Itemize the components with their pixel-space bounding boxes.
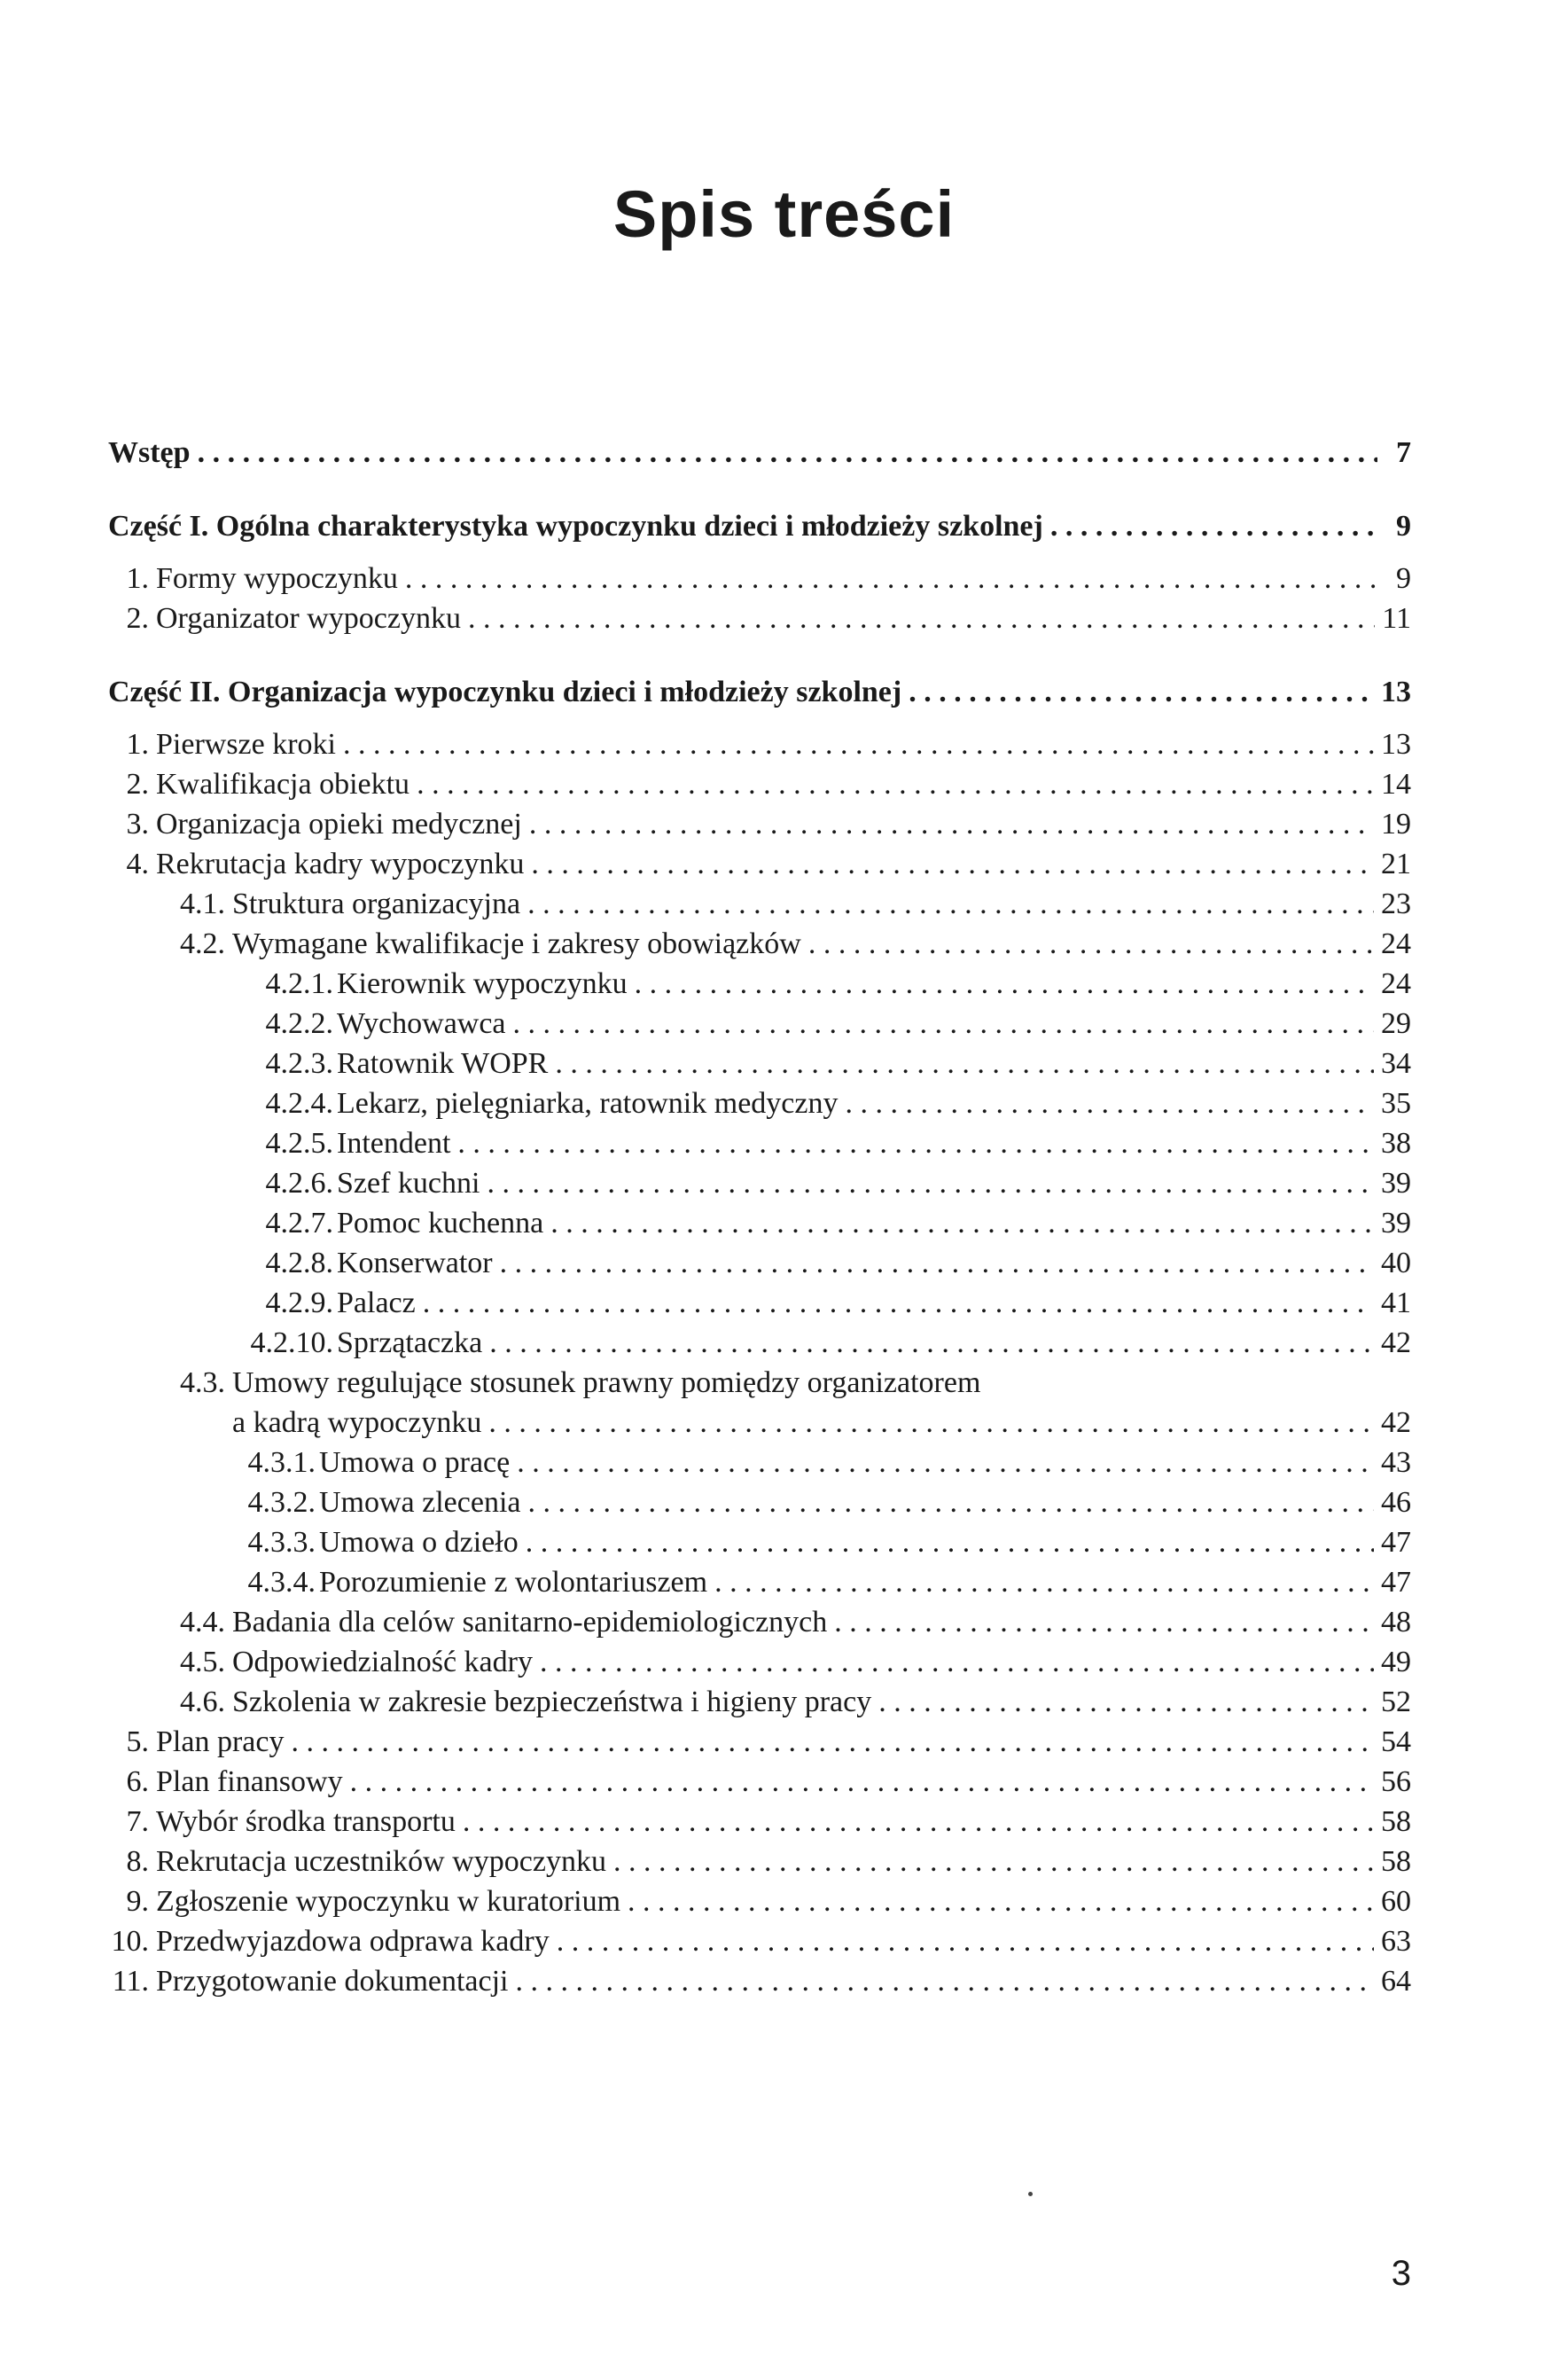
toc-entry-title: Umowa o dzieło xyxy=(319,1526,519,1559)
toc-entry-title: Ratownik WOPR xyxy=(337,1047,549,1080)
toc-entry-title: Sprzątaczka xyxy=(337,1326,483,1359)
dot-leader xyxy=(487,1163,1374,1203)
toc-entry-number: 4.1. xyxy=(180,888,225,920)
toc-page-number: 9 xyxy=(1396,510,1411,543)
toc-entry-number: 1. xyxy=(126,728,149,761)
toc-page-number: 52 xyxy=(1381,1686,1411,1718)
toc-page-number: 43 xyxy=(1381,1446,1411,1479)
toc-entry-title: Wybór środka transportu xyxy=(156,1805,456,1838)
toc-page-number: 35 xyxy=(1381,1087,1411,1120)
toc-entry-title: Struktura organizacyjna xyxy=(232,888,521,920)
toc-entry-number: 4.2. xyxy=(180,927,225,960)
toc-page-number: 38 xyxy=(1381,1127,1411,1160)
toc-entry-title: Rekrutacja kadry wypoczynku xyxy=(156,848,525,880)
toc-entry[interactable] xyxy=(108,559,1411,598)
toc-entry-title: Badania dla celów sanitarno-epidemiologicznych xyxy=(232,1606,828,1639)
toc-page-number: 23 xyxy=(1381,888,1411,920)
toc-entry-number: 5. xyxy=(126,1725,149,1758)
toc-entry-number: 4.2.4. xyxy=(265,1087,333,1120)
toc-entry-number: 10. xyxy=(111,1925,149,1958)
toc-entry-number: 8. xyxy=(126,1845,149,1878)
toc-entry-title: Szef kuchni xyxy=(337,1167,480,1200)
dot-leader xyxy=(613,1842,1374,1881)
toc-entry-title: Konserwator xyxy=(337,1247,493,1279)
toc-entry[interactable] xyxy=(108,1123,1411,1163)
toc-page-number: 21 xyxy=(1381,848,1411,880)
dot-leader xyxy=(714,1562,1374,1602)
toc-entry[interactable] xyxy=(108,1921,1411,1961)
toc-entry[interactable] xyxy=(108,884,1411,924)
toc-entry-title: Wychowawca xyxy=(337,1007,506,1040)
toc-entry-title: Umowa zlecenia xyxy=(319,1486,521,1519)
table-of-contents xyxy=(108,433,1411,2001)
toc-entry-title: Wstęp xyxy=(108,436,191,469)
toc-entry[interactable] xyxy=(108,1243,1411,1283)
dot-leader xyxy=(468,598,1375,638)
toc-entry-number: 4.5. xyxy=(180,1646,225,1678)
toc-entry-number: 2. xyxy=(126,768,149,801)
toc-entry-number: 7. xyxy=(126,1805,149,1838)
toc-entry[interactable] xyxy=(108,1283,1411,1323)
toc-page-number: 11 xyxy=(1382,602,1411,635)
toc-entry-number: 4.2.5. xyxy=(265,1127,333,1160)
dot-leader xyxy=(528,1482,1375,1522)
toc-entry-title: Plan pracy xyxy=(156,1725,285,1758)
toc-entry-part-1[interactable] xyxy=(108,506,1411,546)
dot-leader xyxy=(845,1083,1374,1123)
dot-leader xyxy=(198,433,1377,473)
toc-entry[interactable] xyxy=(108,598,1411,638)
dot-leader xyxy=(635,964,1374,1004)
toc-page-number: 39 xyxy=(1381,1167,1411,1200)
toc-entry-number: 4.2.7. xyxy=(265,1207,333,1240)
dot-leader xyxy=(405,559,1377,598)
toc-entry-title: Porozumienie z wolontariuszem xyxy=(319,1566,708,1599)
toc-entry[interactable] xyxy=(108,1881,1411,1921)
toc-page-number: 64 xyxy=(1381,1965,1411,1998)
toc-entry-title: Kwalifikacja obiektu xyxy=(156,768,410,801)
toc-entry-number: 4.3.1. xyxy=(247,1446,316,1479)
dot-leader xyxy=(1050,506,1377,546)
toc-entry-title: Intendent xyxy=(337,1127,451,1160)
toc-entry[interactable] xyxy=(108,1562,1411,1602)
toc-entry-number: 1. xyxy=(126,562,149,595)
toc-page-number: 7 xyxy=(1396,436,1411,469)
toc-page-number: 54 xyxy=(1381,1725,1411,1758)
dot-leader xyxy=(463,1802,1374,1842)
toc-entry-number: 4.3. xyxy=(180,1366,225,1399)
toc-entry[interactable] xyxy=(108,964,1411,1004)
toc-entry[interactable] xyxy=(108,1443,1411,1482)
dot-leader xyxy=(878,1682,1374,1722)
toc-page-number: 9 xyxy=(1396,562,1411,595)
toc-entry-title: Palacz xyxy=(337,1287,416,1319)
toc-entry[interactable] xyxy=(108,1044,1411,1083)
toc-entry-number: 4.2.8. xyxy=(265,1247,333,1279)
toc-entry-number: 3. xyxy=(126,808,149,841)
dot-leader xyxy=(808,924,1374,964)
toc-entry-number: 4.3.4. xyxy=(247,1566,316,1599)
scan-speck xyxy=(1028,2192,1033,2196)
toc-entry[interactable] xyxy=(108,1083,1411,1123)
toc-entry[interactable] xyxy=(108,1722,1411,1762)
toc-entry[interactable] xyxy=(108,1961,1411,2001)
dot-leader xyxy=(500,1243,1374,1283)
toc-entry[interactable] xyxy=(108,764,1411,804)
toc-entry-part-2[interactable] xyxy=(108,672,1411,712)
page-title: Spis treści xyxy=(612,177,956,251)
toc-page-number: 13 xyxy=(1381,728,1411,761)
toc-entry-number: 4.2.2. xyxy=(265,1007,333,1040)
toc-entry-title: Organizator wypoczynku xyxy=(156,602,461,635)
toc-entry-number: 11. xyxy=(112,1965,149,1998)
page-number: 3 xyxy=(1391,2254,1411,2293)
toc-page-number: 58 xyxy=(1381,1805,1411,1838)
dot-leader xyxy=(529,804,1374,844)
toc-entry-title: Plan finansowy xyxy=(156,1765,343,1798)
toc-entry-number: 4.3.3. xyxy=(247,1526,316,1559)
toc-entry[interactable] xyxy=(108,1602,1411,1642)
toc-page-number: 39 xyxy=(1381,1207,1411,1240)
dot-leader xyxy=(531,844,1374,884)
toc-entry[interactable] xyxy=(108,1802,1411,1842)
toc-entry-title: Lekarz, pielęgniarka, ratownik medyczny xyxy=(337,1087,839,1120)
toc-entry-number: 4.4. xyxy=(180,1606,225,1639)
toc-entry[interactable] xyxy=(108,1762,1411,1802)
toc-entry-title: Część I. Ogólna charakterystyka wypoczynku dzieci i młodzieży szkolnej xyxy=(108,510,1043,543)
toc-page-number: 34 xyxy=(1381,1047,1411,1080)
dot-leader xyxy=(834,1602,1374,1642)
toc-page-number: 42 xyxy=(1381,1326,1411,1359)
toc-page-number: 49 xyxy=(1381,1646,1411,1678)
dot-leader xyxy=(526,1522,1374,1562)
toc-page-number: 47 xyxy=(1381,1526,1411,1559)
toc-entry-number: 4.2.3. xyxy=(265,1047,333,1080)
dot-leader xyxy=(516,1961,1374,2001)
toc-entry-title: Kierownik wypoczynku xyxy=(337,967,628,1000)
toc-page-number: 46 xyxy=(1381,1486,1411,1519)
toc-entry[interactable] xyxy=(108,1682,1411,1722)
toc-entry[interactable] xyxy=(108,804,1411,844)
toc-entry-title: Pomoc kuchenna xyxy=(337,1207,544,1240)
toc-entry[interactable] xyxy=(108,724,1411,764)
toc-entry[interactable] xyxy=(108,1522,1411,1562)
toc-entry-number: 4.2.10. xyxy=(250,1326,333,1359)
dot-leader xyxy=(527,884,1374,924)
dot-leader xyxy=(343,724,1374,764)
toc-page-number: 58 xyxy=(1381,1845,1411,1878)
toc-entry-title: Rekrutacja uczestników wypoczynku xyxy=(156,1845,606,1878)
toc-entry-title: Formy wypoczynku xyxy=(156,562,398,595)
dot-leader xyxy=(457,1123,1374,1163)
dot-leader xyxy=(488,1403,1374,1443)
toc-entry-title: Odpowiedzialność kadry xyxy=(232,1646,533,1678)
toc-page-number: 48 xyxy=(1381,1606,1411,1639)
toc-page-number: 60 xyxy=(1381,1885,1411,1918)
toc-entry-title: Umowy regulujące stosunek prawny pomiędzy organizatorem xyxy=(232,1366,981,1399)
toc-page-number: 42 xyxy=(1381,1406,1411,1439)
toc-entry[interactable] xyxy=(108,1642,1411,1682)
toc-entry-title: Zgłoszenie wypoczynku w kuratorium xyxy=(156,1885,621,1918)
dot-leader xyxy=(423,1283,1374,1323)
dot-leader xyxy=(557,1921,1374,1961)
toc-page-number: 13 xyxy=(1381,676,1411,708)
toc-entry[interactable] xyxy=(108,1842,1411,1881)
toc-entry[interactable] xyxy=(108,1004,1411,1044)
toc-entry-number: 4.2.6. xyxy=(265,1167,333,1200)
toc-entry-title: a kadrą wypoczynku xyxy=(232,1406,482,1439)
dot-leader xyxy=(628,1881,1374,1921)
toc-entry-title: Wymagane kwalifikacje i zakresy obowiązków xyxy=(232,927,801,960)
toc-entry-number: 4. xyxy=(126,848,149,880)
toc-entry[interactable] xyxy=(108,1163,1411,1203)
toc-page-number: 40 xyxy=(1381,1247,1411,1279)
toc-entry-number: 4.6. xyxy=(180,1686,225,1718)
toc-entry-title: Pierwsze kroki xyxy=(156,728,337,761)
toc-entry-title: Przedwyjazdowa odprawa kadry xyxy=(156,1925,550,1958)
toc-entry-title: Część II. Organizacja wypoczynku dzieci i młodzieży szkolnej xyxy=(108,676,902,708)
toc-entry[interactable] xyxy=(108,1203,1411,1243)
dot-leader xyxy=(540,1642,1374,1682)
toc-entry-number: 9. xyxy=(126,1885,149,1918)
dot-leader xyxy=(350,1762,1374,1802)
toc-entry-title: Organizacja opieki medycznej xyxy=(156,808,522,841)
toc-page-number: 24 xyxy=(1381,967,1411,1000)
dot-leader xyxy=(513,1004,1374,1044)
toc-entry-number: 4.2.9. xyxy=(265,1287,333,1319)
toc-page-number: 47 xyxy=(1381,1566,1411,1599)
toc-entry-title: Umowa o pracę xyxy=(319,1446,511,1479)
dot-leader xyxy=(291,1722,1374,1762)
toc-page-number: 63 xyxy=(1381,1925,1411,1958)
toc-page-number: 29 xyxy=(1381,1007,1411,1040)
toc-entry[interactable] xyxy=(108,1323,1411,1363)
dot-leader xyxy=(909,672,1374,712)
toc-page-number: 24 xyxy=(1381,927,1411,960)
toc-entry-title: Szkolenia w zakresie bezpieczeństwa i higieny pracy xyxy=(232,1686,872,1718)
toc-entry[interactable] xyxy=(108,924,1411,964)
toc-entry[interactable] xyxy=(108,1482,1411,1522)
dot-leader xyxy=(489,1323,1374,1363)
toc-page-number: 41 xyxy=(1381,1287,1411,1319)
toc-entry[interactable] xyxy=(108,844,1411,884)
toc-page-number: 14 xyxy=(1381,768,1411,801)
toc-entry-number: 2. xyxy=(126,602,149,635)
dot-leader xyxy=(555,1044,1374,1083)
toc-entry-number: 4.2.1. xyxy=(265,967,333,1000)
dot-leader xyxy=(550,1203,1374,1243)
toc-page-number: 56 xyxy=(1381,1765,1411,1798)
dot-leader xyxy=(517,1443,1374,1482)
toc-page-number: 19 xyxy=(1381,808,1411,841)
toc-entry-number: 4.3.2. xyxy=(247,1486,316,1519)
toc-entry-intro[interactable] xyxy=(108,433,1411,473)
toc-entry-title: Przygotowanie dokumentacji xyxy=(156,1965,509,1998)
dot-leader xyxy=(417,764,1374,804)
toc-entry-number: 6. xyxy=(126,1765,149,1798)
toc-entry[interactable] xyxy=(108,1363,1411,1403)
toc-entry-continuation[interactable] xyxy=(108,1403,1411,1443)
